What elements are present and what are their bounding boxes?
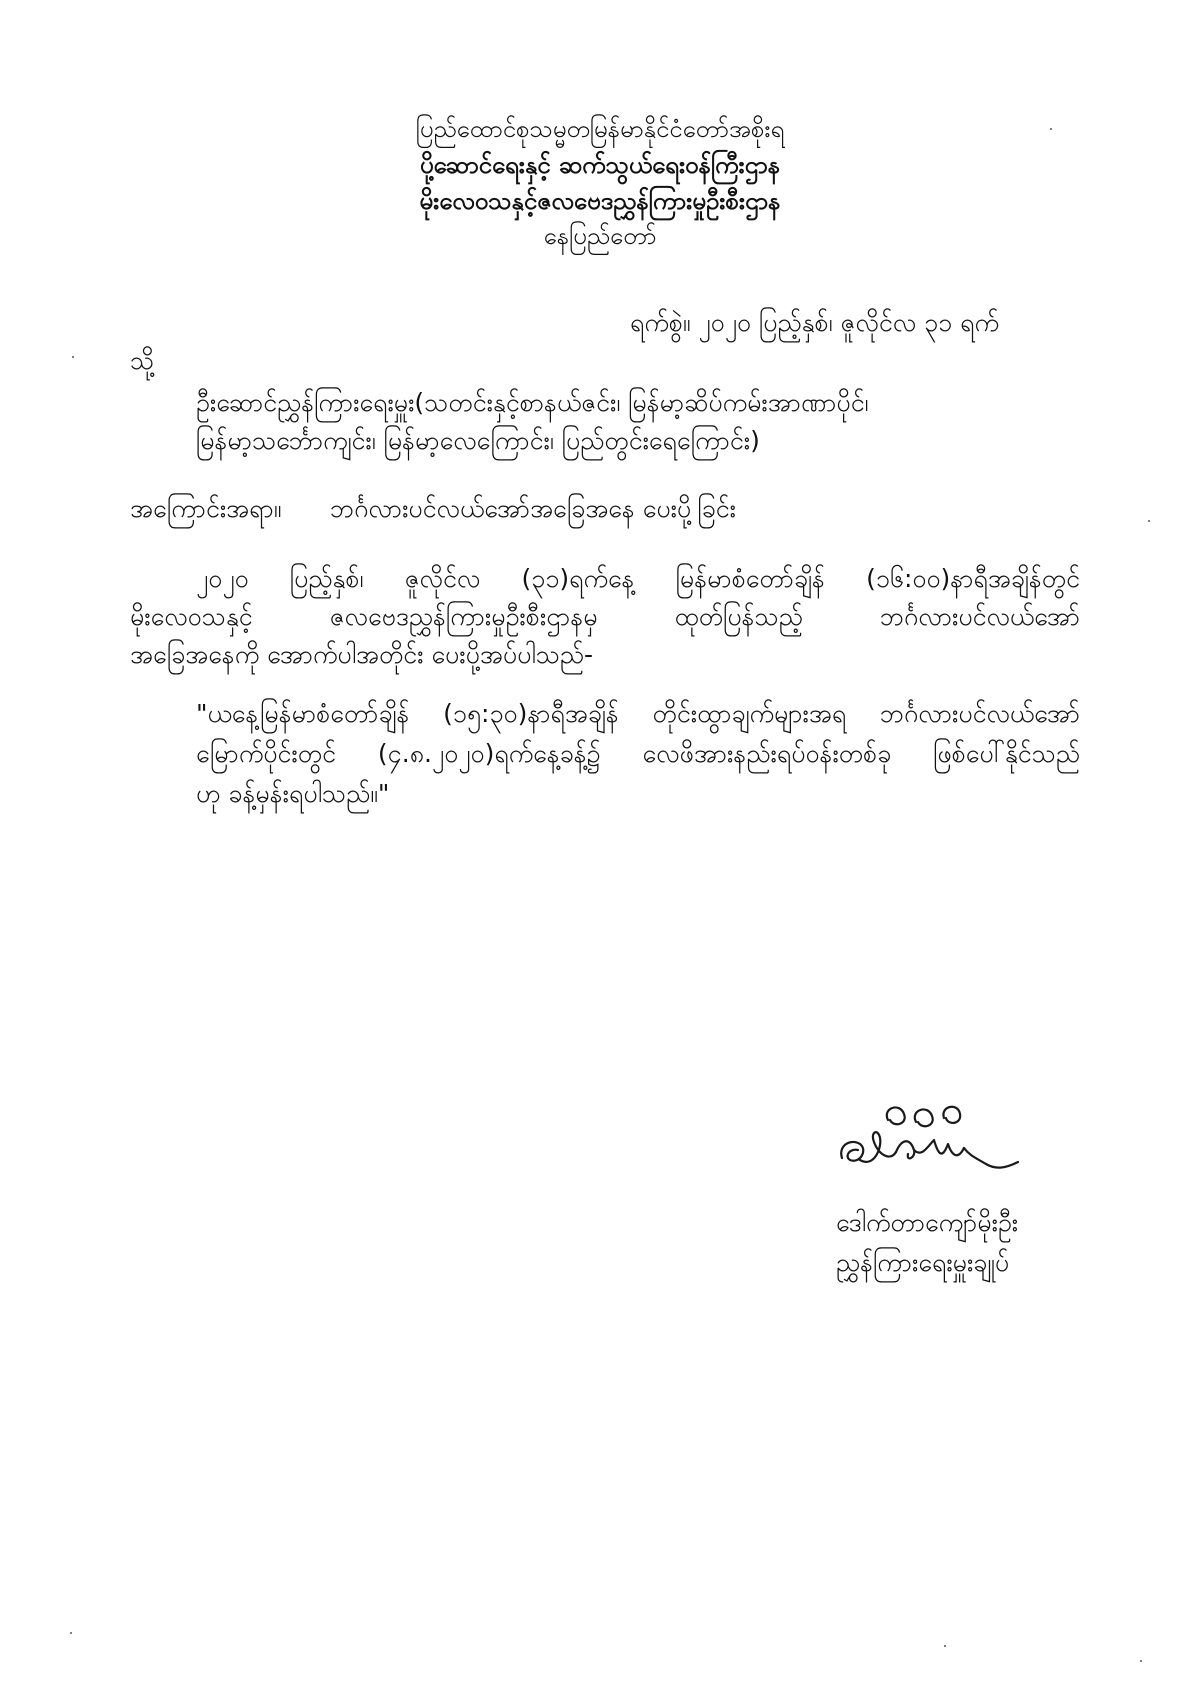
recipient-line-2: မြန်မာ့သင်္ဘောကျင်း၊ မြန်မာ့လေကြောင်း၊ ပြည်တွင်းရေကြောင်း) <box>196 426 760 455</box>
subject-label: အကြောင်းအရာ။ <box>130 494 282 523</box>
quote-line-3: ဟု ခန့်မှန်းရပါသည်။" <box>196 779 390 808</box>
quote-line-2: မြောက်ပိုင်းတွင် (၄.၈.၂၀၂၀)ရက်နေ့ခန့်၌ လေဖိအားနည်းရပ်ဝန်းတစ်ခု ဖြစ်ပေါ်နိုင်သည် <box>196 739 1080 768</box>
scan-speck <box>72 356 74 358</box>
header-city: နေပြည်တော် <box>543 222 657 250</box>
scan-speck <box>1050 128 1052 130</box>
body-line-2: မိုးလေဝသနှင့် ဇလဗေဒညွှန်ကြားမှုဦးစီးဌာနမှ ထုတ်ပြန်သည့် ဘင်္ဂလားပင်လယ်အော် <box>130 602 1080 631</box>
signatory-name: ဒေါက်တာကျော်မိုးဦး <box>836 1208 1019 1237</box>
handwritten-signature <box>830 1098 1030 1198</box>
header-ministry: ပို့ဆောင်ရေးနှင့် ဆက်သွယ်ရေးဝန်ကြီးဌာန <box>419 151 781 179</box>
scan-speck <box>70 1632 72 1634</box>
body-line-1: ၂၀၂၀ ပြည့်နှစ်၊ ဇူလိုင်လ (၃၁)ရက်နေ့ မြန်မာစံတော်ချိန် (၁၆:၀၀)နာရီအချိန်တွင် <box>196 564 1080 593</box>
body-line-3: အခြေအနေကို အောက်ပါအတိုင်း ပေးပို့အပ်ပါသည်- <box>130 640 594 669</box>
subject-text: ဘင်္ဂလားပင်လယ်အော်အခြေအနေ ပေးပို့ခြင်း <box>330 494 736 523</box>
signatory-title: ညွှန်ကြားရေးမှူးချုပ် <box>836 1248 1010 1277</box>
header-department: မိုးလေဝသနှင့်ဇလဗေဒညွှန်ကြားမှုဦးစီးဌာန <box>419 187 781 215</box>
scan-speck <box>1140 1660 1142 1662</box>
letter-date: ရက်စွဲ။ ၂၀၂၀ ပြည့်နှစ်၊ ဇူလိုင်လ ၃၁ ရက် <box>630 308 999 337</box>
to-label: သို့ <box>130 346 155 375</box>
header-government: ပြည်ထောင်စုသမ္မတမြန်မာနိုင်ငံတော်အစိုးရ <box>415 115 785 143</box>
quote-line-1: "ယနေ့မြန်မာစံတော်ချိန် (၁၅:၃၀)နာရီအချိန် တိုင်းထွာချက်များအရ ဘင်္ဂလားပင်လယ်အော် <box>196 699 1080 728</box>
scan-speck <box>1148 520 1150 522</box>
recipient-line-1: ဦးဆောင်ညွှန်ကြားရေးမှူး(သတင်းနှင့်စာနယ်ဇင်း၊ မြန်မာ့ဆိပ်ကမ်းအာဏာပိုင်၊ <box>196 388 869 417</box>
scan-speck <box>944 1645 946 1647</box>
